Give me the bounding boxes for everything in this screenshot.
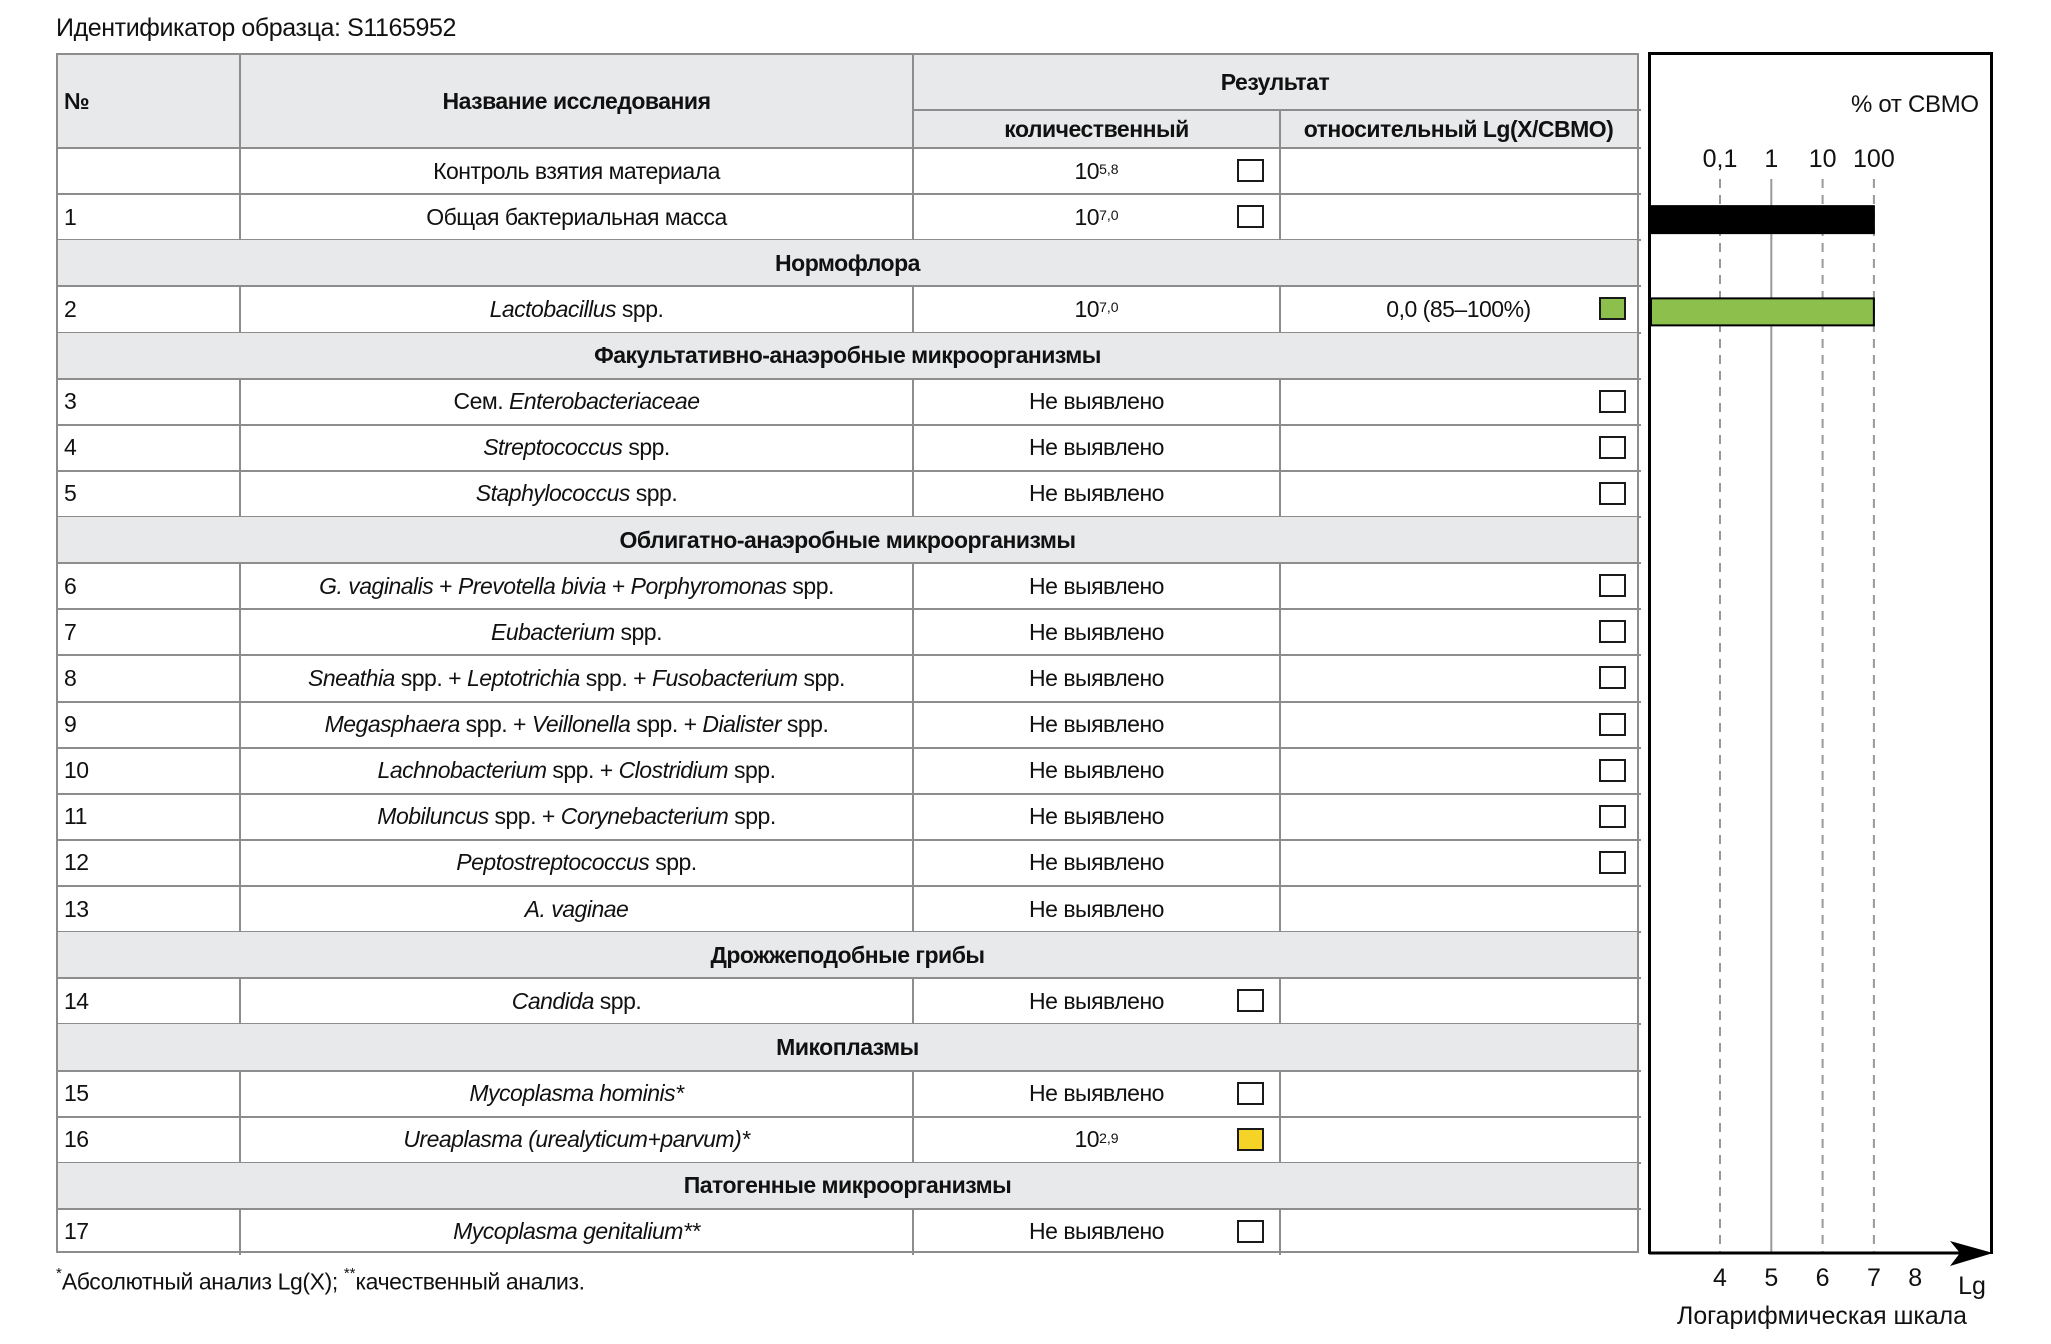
x-axis-unit: Lg [1958, 1272, 1986, 1300]
row-number: 14 [64, 987, 89, 1014]
header-result: Результат [913, 55, 1637, 110]
quantity-exponent: 2,9 [1099, 1129, 1119, 1146]
name-text: spp. [781, 711, 829, 738]
row-number: 8 [64, 664, 77, 691]
header-num: № [58, 55, 240, 148]
top-tick-label: 0,1 [1702, 145, 1738, 173]
name-text: spp. + [630, 711, 703, 738]
sample-identifier-value: S1165952 [347, 14, 457, 42]
not-detected-text: Не выявлено [1029, 388, 1164, 415]
not-detected-text: Не выявлено [1029, 849, 1164, 876]
header-name: Название исследования [240, 55, 913, 148]
x-tick-label: 7 [1866, 1264, 1881, 1292]
name-text: spp. [622, 434, 670, 461]
not-detected-text: Не выявлено [1029, 618, 1164, 645]
name-text: spp. [728, 803, 776, 830]
sample-identifier-label: Идентификатор образца: [56, 14, 341, 42]
name-text: + [433, 572, 458, 599]
not-detected-text: Не выявлено [1029, 987, 1164, 1014]
quantity-exponent: 5,8 [1099, 161, 1119, 178]
taxon-name: Candida [511, 987, 594, 1014]
not-detected-text: Не выявлено [1029, 664, 1164, 691]
footnote [56, 1265, 585, 1296]
name-text: spp. [616, 295, 664, 322]
header-quantitative: количественный [913, 110, 1280, 148]
row-number: 16 [64, 1126, 89, 1153]
section-header: Патогенные микроорганизмы [58, 1163, 1637, 1209]
taxon-name: Enterobacteriaceae [509, 388, 700, 415]
chart-title: % от СВМО [1851, 91, 1979, 118]
section-header: Факультативно-анаэробные микроорганизмы [58, 333, 1637, 379]
row-number: 10 [64, 757, 89, 784]
taxon-name: Eubacterium [491, 618, 615, 645]
quantity-base: 10 [1074, 157, 1100, 184]
quantity-base: 10 [1074, 1126, 1100, 1153]
name-text: spp. [649, 849, 697, 876]
taxon-name: Lactobacillus [489, 295, 617, 322]
taxon-name: Streptococcus [483, 434, 623, 461]
row-number: 5 [64, 480, 77, 507]
footnote-text-1: Абсолютный анализ Lg(X); [61, 1268, 344, 1295]
taxon-name: Ureaplasma (urealyticum+parvum)* [403, 1126, 750, 1153]
section-header: Облигатно-анаэробные микроорганизмы [58, 517, 1637, 563]
taxon-name: Dialister [702, 711, 781, 738]
quantity-exponent: 7,0 [1099, 299, 1119, 316]
name-text: spp. [629, 480, 678, 507]
row-number: 11 [64, 803, 87, 830]
taxon-name: Porphyromonas [630, 572, 787, 599]
taxon-name: Peptostreptococcus [456, 849, 650, 876]
bar-1 [1651, 298, 1874, 325]
name-text: Контроль взятия материала [433, 157, 720, 184]
name-text: spp. + [579, 664, 652, 691]
row-number: 2 [64, 295, 77, 322]
not-detected-text: Не выявлено [1029, 434, 1164, 461]
row-number: 9 [64, 711, 77, 738]
row-number: 17 [64, 1218, 89, 1245]
row-number: 12 [64, 849, 89, 876]
not-detected-text: Не выявлено [1029, 757, 1164, 784]
not-detected-text: Не выявлено [1029, 480, 1164, 507]
taxon-name: Fusobacterium [651, 664, 798, 691]
footnote-star-2: ** [343, 1265, 356, 1282]
section-header: Нормофлора [58, 240, 1637, 286]
x-axis-label: Логарифмическая шкала [1677, 1302, 1968, 1330]
row-number: 7 [64, 618, 77, 645]
taxon-name: Veillonella [531, 711, 631, 738]
row-number: 1 [64, 203, 77, 230]
taxon-name: Corynebacterium [560, 803, 729, 830]
name-text: spp. [728, 757, 776, 784]
name-text: spp. + [546, 757, 619, 784]
x-tick-label: 6 [1815, 1264, 1830, 1292]
x-tick-label: 5 [1764, 1264, 1779, 1292]
footnote-text-2: качественный анализ. [355, 1268, 585, 1295]
not-detected-text: Не выявлено [1029, 1218, 1164, 1245]
taxon-name: G. vaginalis [319, 572, 434, 599]
row-number: 13 [64, 895, 89, 922]
not-detected-text: Не выявлено [1029, 711, 1164, 738]
taxon-name: Mycoplasma hominis* [469, 1080, 684, 1107]
taxon-name: Megasphaera [324, 711, 460, 738]
x-tick-label: 8 [1908, 1264, 1923, 1292]
relative-text: 0,0 (85–100%) [1386, 295, 1531, 322]
row-number: 15 [64, 1080, 89, 1107]
footnote-star-1: * [56, 1265, 62, 1282]
name-text: spp. + [459, 711, 532, 738]
not-detected-text: Не выявлено [1029, 1080, 1164, 1107]
not-detected-text: Не выявлено [1029, 572, 1164, 599]
name-text: spp. + [394, 664, 467, 691]
bar-0 [1651, 206, 1874, 233]
header-relative: относительный Lg(X/СВМО) [1280, 110, 1637, 148]
taxon-name: Lachnobacterium [377, 757, 547, 784]
taxon-name: Sneathia [308, 664, 395, 691]
quantity-exponent: 7,0 [1099, 207, 1119, 224]
quantity-base: 10 [1074, 295, 1100, 322]
section-header: Дрожжеподобные грибы [58, 932, 1637, 978]
row-number: 3 [64, 388, 77, 415]
taxon-name: Clostridium [618, 757, 729, 784]
name-text: + [605, 572, 631, 599]
top-tick-label: 1 [1764, 145, 1779, 173]
taxon-name: Mycoplasma genitalium** [453, 1218, 700, 1245]
quantity-base: 10 [1074, 203, 1100, 230]
name-text: Сем. [453, 388, 510, 415]
row-number: 4 [64, 434, 77, 461]
not-detected-text: Не выявлено [1029, 803, 1164, 830]
name-text: spp. [786, 572, 834, 599]
top-tick-label: 100 [1853, 145, 1895, 173]
taxon-name: Prevotella bivia [457, 572, 606, 599]
x-tick-label: 4 [1713, 1264, 1727, 1292]
taxon-name: Mobiluncus [377, 803, 489, 830]
taxon-name: Leptotrichia [466, 664, 580, 691]
not-detected-text: Не выявлено [1029, 895, 1164, 922]
section-header: Микоплазмы [58, 1024, 1637, 1070]
name-text: Общая бактериальная масса [426, 203, 727, 230]
name-text: spp. [614, 618, 662, 645]
name-text: spp. [797, 664, 845, 691]
taxon-name: A. vaginae [524, 895, 629, 922]
top-tick-label: 10 [1808, 145, 1837, 173]
row-number: 6 [64, 572, 77, 599]
name-text: spp. [593, 987, 642, 1014]
taxon-name: Staphylococcus [475, 480, 630, 507]
name-text: spp. + [488, 803, 561, 830]
